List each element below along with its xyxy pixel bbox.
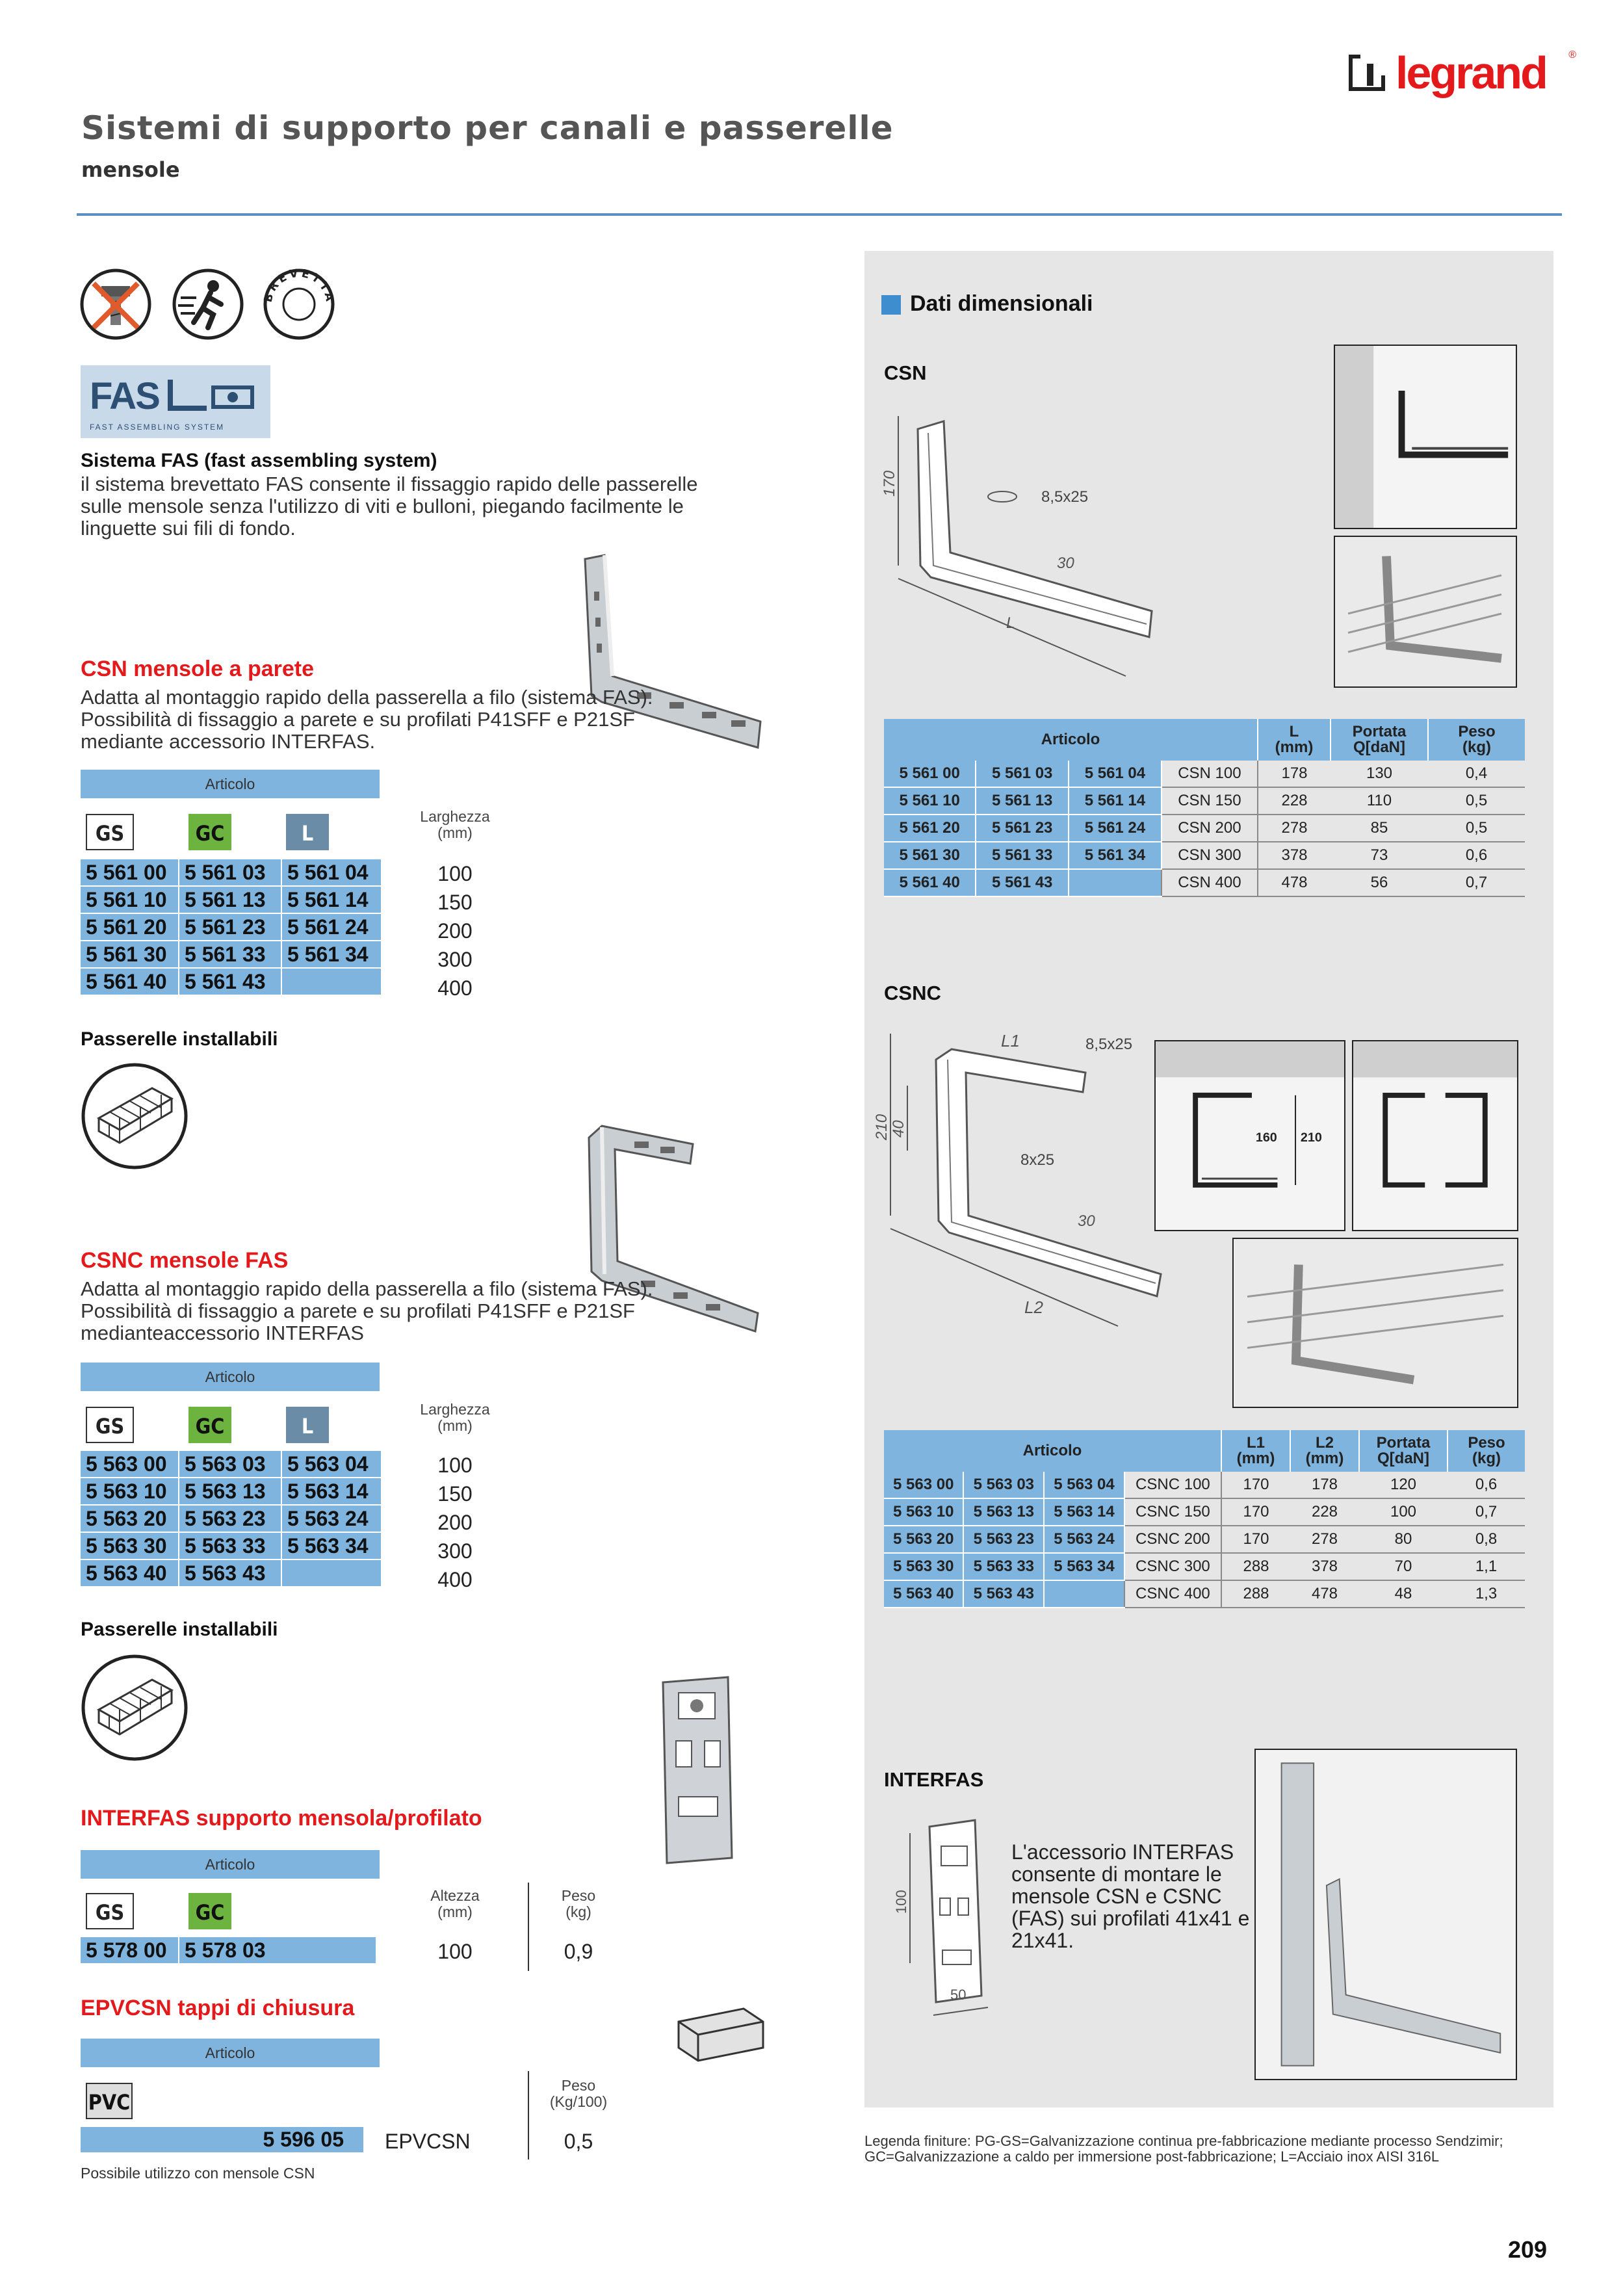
gc-badge: GC [188,1407,231,1443]
csn-installed-photo [1334,536,1517,688]
no-screw-icon [79,268,152,341]
csn-dimension-drawing [879,403,1217,689]
epvcsn-weight-header: Peso (Kg/100) [549,2077,608,2110]
epvcsn-cap-image [666,1996,770,2067]
csnc-dimension-drawing [871,1021,1202,1346]
interfas-weight-value: 0,9 [564,1940,593,1963]
csnc-articolo-header: Articolo [81,1363,380,1391]
code-row: 5 563 20 5 563 23 5 563 24 [81,1505,382,1532]
svg-text:BREVETTATO: BREVETTA [263,268,335,304]
csn-dimension-table: Articolo L (mm) Portata Q[daN] Peso (kg) 5 561 00 5 561 03 5 561 04 CSN 100 178 130 0,4 5 561 10 5 561 13 5 561 14 CSN 150 228 110 0,5 5 561 20 5 561 23 5 561 24 CSN 200 278 85 0,5 5 561 30 5 561 33 5 561 34 CSN 300 378 73 0,6 5 561 40 5 561 43 CSN 400 478 56 0,7 [884,719,1525,897]
gs-badge: GS [86,1407,134,1443]
csnc-code-table [81,1451,382,1587]
csnc-dimension-table: Articolo L1 (mm) L2 (mm) Portata Q[daN] Peso (kg) 5 563 00 5 563 03 5 563 04 CSNC 100 170 178 120 0,6 5 563 10 5 563 13 5 563 14 CSNC 150 170 228 100 0,7 5 563 20 5 563 23 5 563 24 CSNC 200 170 278 80 0,8 5 563 30 5 563 33 5 563 34 CSNC 300 288 378 70 1,1 5 563 40 5 563 43 CSNC 400 288 478 48 1,3 [884,1430,1525,1608]
csnc-title: CSNC mensole FAS [81,1248,289,1273]
patented-seal-icon [263,268,335,341]
width-value: 150 [437,1482,473,1506]
interfas-height-value: 100 [437,1940,473,1963]
section-square-icon [881,295,901,315]
width-value: 300 [437,948,473,971]
svg-text:170: 170 [881,470,898,497]
csn-section-photo [1334,345,1517,529]
code-row: 5 563 30 5 563 33 5 563 34 [81,1532,382,1559]
page-number: 209 [1508,2236,1548,2263]
column-divider [528,1883,529,1971]
page-title: Sistemi di supporto per canali e passerelle [81,109,894,147]
interfas-dim-label: INTERFAS [884,1768,984,1791]
interfas-title: INTERFAS supporto mensola/profilato [81,1806,482,1831]
dimension-row: 5 561 20 5 561 23 5 561 24 CSN 200 278 85 0,5 [884,815,1525,842]
column-divider [528,2071,529,2159]
fast-install-icon [172,268,244,341]
interfas-part-image [650,1669,747,1871]
width-value: 100 [437,862,473,885]
header-divider [77,213,1562,216]
width-value: 150 [437,891,473,914]
csnc-description: Adatta al montaggio rapido della passerella a filo (sistema FAS). Possibilità di fissaggio a parete e su profilati P41SFF e P21SF medianteaccessorio INTERFAS [81,1277,653,1344]
svg-text:8,5x25: 8,5x25 [1085,1036,1133,1053]
svg-text:160: 160 [1255,1130,1277,1145]
legrand-mark-icon [1349,55,1385,91]
csnc-installed-photo [1232,1238,1518,1408]
dimension-row: 5 563 20 5 563 23 5 563 24 CSNC 200 170 278 80 0,8 [884,1526,1525,1553]
interfas-articolo-header: Articolo [81,1850,380,1879]
interfas-weight-header: Peso (kg) [561,1887,596,1920]
code-row: 5 561 40 5 561 43 [81,968,382,995]
width-value: 200 [437,1511,473,1534]
gc-badge: GC [188,814,231,850]
l-badge: L [286,814,329,850]
csn-code-table [81,859,382,996]
code-row: 5 561 00 5 561 03 5 561 04 [81,859,382,886]
interfas-installed-photo [1254,1749,1517,2080]
csn-articolo-header: Articolo [81,770,380,798]
gs-badge: GS [86,1893,134,1929]
page-subtitle: mensole [81,157,180,182]
interfas-code-table: 5 578 00 5 578 03 [81,1937,377,1964]
fas-logo: FAS FAST ASSEMBLING SYSTEM [81,365,270,438]
csnc-width-header: Larghezza (mm) [420,1401,490,1434]
wire-tray-icon [81,1062,188,1170]
fas-mark-icon [168,374,259,413]
interfas-height-header: Altezza (mm) [430,1887,480,1920]
svg-text:210: 210 [1300,1130,1322,1145]
epvcsn-code-table: 5 596 05 [81,2127,365,2154]
dimension-row: 5 561 40 5 561 43 CSN 400 478 56 0,7 [884,869,1525,896]
brand-name: legrand [1396,47,1546,98]
width-value: 400 [437,1568,473,1591]
dimension-row: 5 563 10 5 563 13 5 563 14 CSNC 150 170 228 100 0,7 [884,1498,1525,1526]
finish-legend: Legenda finiture: PG-GS=Galvanizzazione continua pre-fabbricazione mediante processo Sendzimir; GC=Galvanizzazione a caldo per immersione post-fabbricazione; L=Acciaio inox AISI 316L [864,2133,1503,2165]
dimension-row: 5 563 00 5 563 03 5 563 04 CSNC 100 170 178 120 0,6 [884,1472,1525,1498]
csn-title: CSN mensole a parete [81,657,315,681]
csnc-dim-label: CSNC [884,982,941,1004]
svg-text:L: L [1006,614,1015,632]
epvcsn-weight-value: 0,5 [564,2130,593,2153]
csn-description: Adatta al montaggio rapido della passerella a filo (sistema FAS). Possibilità di fissaggio a parete e su profilati P41SFF e P21SF mediante accessorio INTERFAS. [81,686,653,753]
csnc-double-photo [1352,1040,1518,1231]
gc-badge: GC [188,1893,231,1929]
code-row: 5 563 40 5 563 43 [81,1559,382,1587]
gs-badge: GS [86,814,134,850]
dimension-row: 5 563 30 5 563 33 5 563 34 CSNC 300 288 378 70 1,1 [884,1553,1525,1580]
width-value: 300 [437,1539,473,1563]
code-row: 5 561 30 5 561 33 5 561 34 [81,941,382,968]
csn-passerelle-label: Passerelle installabili [81,1028,278,1050]
svg-text:210: 210 [873,1114,890,1140]
svg-text:30: 30 [1078,1212,1095,1230]
l-badge: L [286,1407,329,1443]
dimension-row: 5 563 40 5 563 43 CSNC 400 288 478 48 1,3 [884,1580,1525,1608]
interfas-dimension-drawing [884,1807,1014,2028]
csnc-section-photo [1154,1040,1345,1231]
svg-text:50: 50 [950,1987,967,2003]
code-row: 5 561 10 5 561 13 5 561 14 [81,886,382,913]
svg-text:100: 100 [893,1890,909,1914]
epvcsn-title: EPVCSN tappi di chiusura [81,1996,355,2020]
panel-title: Dati dimensionali [881,291,1093,317]
interfas-description: L'accessorio INTERFAS consente di montare le mensole CSN e CSNC (FAS) sui profilati 41x41 e 21x41. [1011,1840,1250,1952]
csn-dim-label: CSN [884,361,927,384]
svg-text:L2: L2 [1024,1298,1043,1317]
svg-text:40: 40 [890,1120,907,1138]
svg-text:L1: L1 [1001,1031,1020,1050]
width-value: 200 [437,919,473,943]
epvcsn-name: EPVCSN [385,2130,471,2153]
width-value: 400 [437,976,473,1000]
dimension-row: 5 561 00 5 561 03 5 561 04 CSN 100 178 130 0,4 [884,761,1525,787]
csnc-passerelle-label: Passerelle installabili [81,1619,278,1640]
csn-width-values [416,859,494,1002]
brand-logo [1349,47,1576,100]
code-row: 5 563 10 5 563 13 5 563 14 [81,1478,382,1505]
csn-width-header: Larghezza (mm) [420,808,490,841]
code-row: 5 563 00 5 563 03 5 563 04 [81,1451,382,1478]
registered-mark: ® [1568,49,1576,60]
fas-description: il sistema brevettato FAS consente il fissaggio rapido delle passerelle sulle mensole senza l'utilizzo di viti e bulloni, piegando facilmente le linguette sui fili di fondo. [81,473,698,540]
csnc-width-values [416,1451,494,1594]
epvcsn-articolo-header: Articolo [81,2039,380,2067]
pvc-badge: PVC [86,2083,133,2119]
code-row: 5 561 20 5 561 23 5 561 24 [81,913,382,941]
width-value: 100 [437,1454,473,1477]
wire-tray-icon [81,1654,188,1762]
dimension-row: 5 561 10 5 561 13 5 561 14 CSN 150 228 110 0,5 [884,787,1525,815]
epvcsn-note: Possibile utilizzo con mensole CSN [81,2165,315,2182]
fas-heading: Sistema FAS (fast assembling system) [81,450,437,471]
dimension-row: 5 561 30 5 561 33 5 561 34 CSN 300 378 73 0,6 [884,842,1525,869]
svg-text:8x25: 8x25 [1020,1151,1055,1169]
svg-text:8,5x25: 8,5x25 [1041,488,1089,506]
svg-text:30: 30 [1057,554,1074,572]
